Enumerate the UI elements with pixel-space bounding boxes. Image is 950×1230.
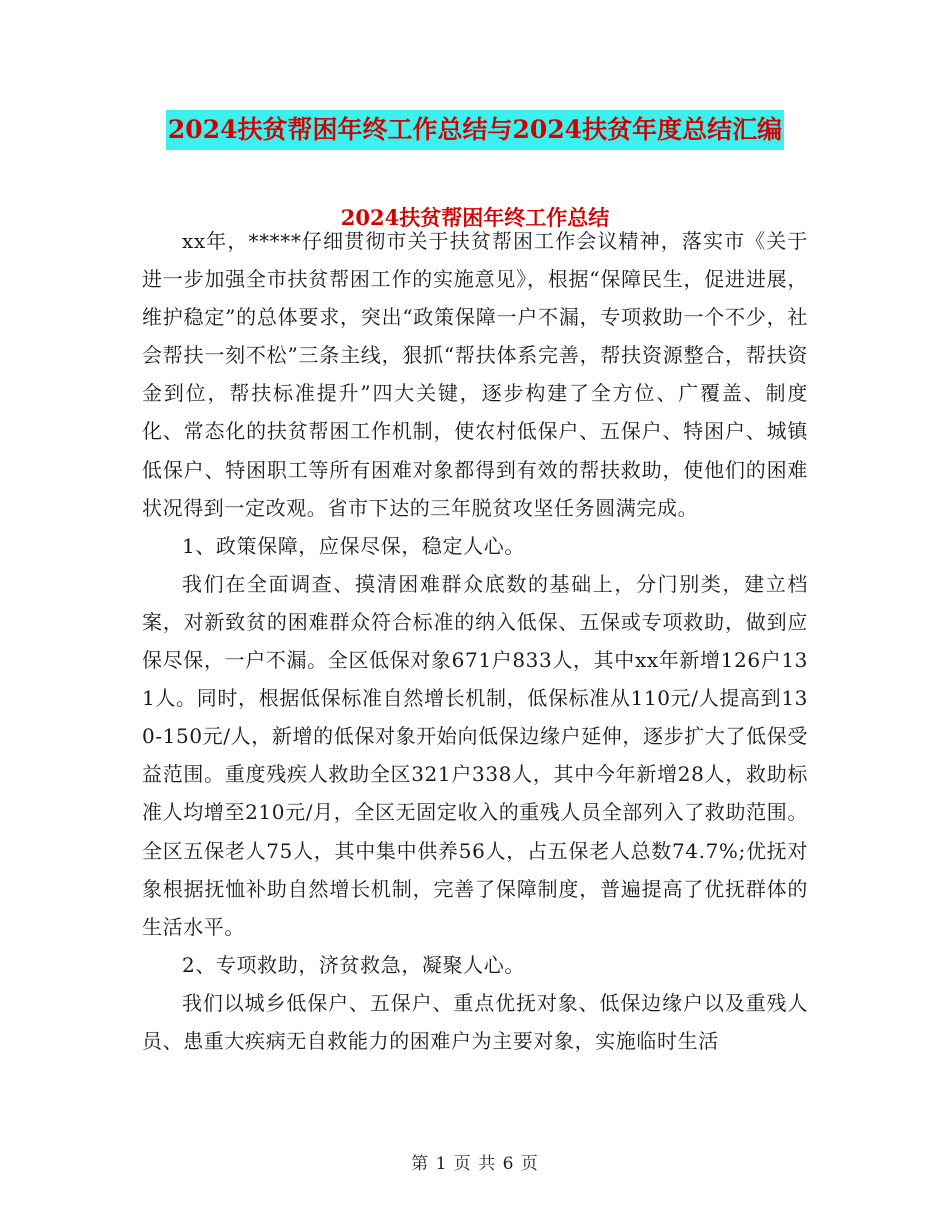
paragraph-policy: 我们在全面调查、摸清困难群众底数的基础上，分门别类，建立档案，对新致贫的困难群众符合标准的纳入低保、五保或专项救助，做到应保尽保，一户不漏。全区低保对象671户833人，其中xx年新增126户131人。同时，根据低保标准自然增长机制，低保标准从110元/人提高到130-150元/人，新增的低保对象开始向低保边缘户延伸，逐步扩大了低保受益范围。重度残疾人救助全区321户338人，其中今年新增28人，救助标准人均增至210元/月，全区无固定收入的重残人员全部列入了救助范围。全区五保老人75人，其中集中供养56人，占五保老人总数74.7%;优抚对象根据抚恤补助自然增长机制，完善了保障制度，普遍提高了优抚群体的生活水平。	[142, 571, 808, 939]
section-title: 2024扶贫帮困年终工作总结	[340, 205, 610, 230]
document-title: 2024扶贫帮困年终工作总结与2024扶贫年度总结汇编	[166, 110, 784, 150]
subheading-special-aid: 2、专项救助，济贫救急，凝聚人心。	[182, 952, 525, 977]
document-body	[142, 222, 808, 1060]
paragraph-intro: xx年，*****仔细贯彻市关于扶贫帮困工作会议精神，落实市《关于进一步加强全市扶贫帮困工作的实施意见》，根据“保障民生，促进进展，维护稳定”的总体要求，突出“政策保障一户不漏，专项救助一个不少，社会帮扶一刻不松”三条主线，狠抓“帮扶体系完善，帮扶资源整合，帮扶资金到位，帮扶标准提升”四大关键，逐步构建了全方位、广覆盖、制度化、常态化的扶贫帮困工作机制，使农村低保户、五保户、特困户、城镇低保户、特困职工等所有困难对象都得到有效的帮扶救助，使他们的困难状况得到一定改观。省市下达的三年脱贫攻坚任务圆满完成。	[142, 229, 808, 520]
subheading-policy: 1、政策保障，应保尽保，稳定人心。	[182, 533, 525, 558]
paragraph-special-aid: 我们以城乡低保户、五保户、重点优抚对象、低保边缘户以及重残人员、患重大疾病无自救能力的困难户为主要对象，实施临时生活	[142, 990, 808, 1053]
document-title-container	[0, 110, 950, 150]
page-footer: 第 1 页 共 6 页	[411, 1154, 539, 1174]
